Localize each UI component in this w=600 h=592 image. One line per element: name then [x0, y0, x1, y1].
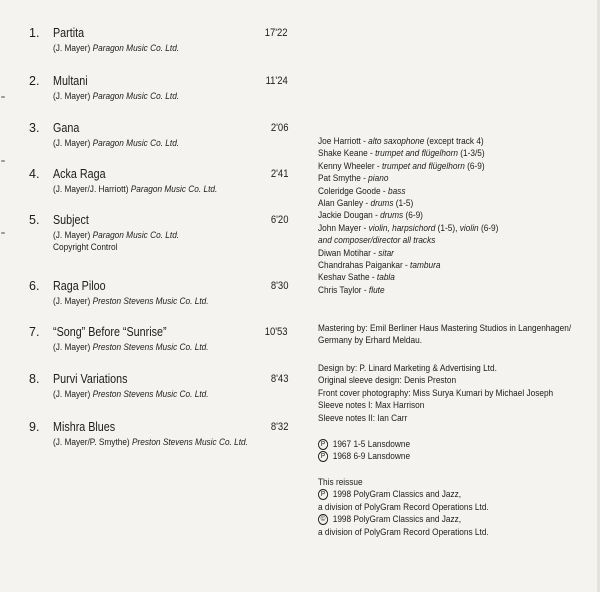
design-credits — [318, 362, 590, 424]
track-title: Subject — [53, 213, 89, 227]
phonogram-text: 1968 6-9 Lansdowne — [332, 451, 411, 462]
reissue-credits — [318, 476, 590, 538]
personnel-line: Alan Ganley - drums (1-5) — [318, 198, 414, 209]
personnel-line: John Mayer - violin, harpsichord (1-5), violin (6-9) — [318, 222, 499, 233]
track-publisher — [53, 91, 179, 101]
reissue-p-line — [318, 488, 568, 500]
mastering-line: Mastering by: Emil Berliner Haus Mastering Studios in Langenhagen/ — [318, 323, 572, 333]
reissue-text: 1998 PolyGram Classics and Jazz, — [332, 514, 462, 525]
publisher-name: Paragon Music Co. Ltd. — [130, 184, 218, 194]
track-number: 2. — [29, 74, 40, 88]
track-number: 9. — [29, 420, 40, 434]
composer-credit: (J. Mayer) — [53, 296, 93, 306]
publisher-name: Preston Stevens Music Co. Ltd. — [92, 389, 209, 399]
personnel-line: Chandrahas Paigankar - tambura — [318, 260, 441, 271]
track-duration: 6'20 — [270, 214, 288, 226]
personnel-line: Shake Keane - trumpet and flügelhorn (1-3/5) — [318, 148, 485, 159]
track-number: 5. — [29, 213, 40, 227]
print-mark — [1, 96, 5, 98]
track-title: Mishra Blues — [53, 420, 116, 434]
copyright-icon: © — [318, 514, 328, 525]
track-publisher — [53, 437, 248, 447]
personnel-line: Chris Taylor - flute — [318, 284, 385, 295]
design-line: Original sleeve design: Denis Preston — [318, 375, 457, 386]
publisher-name: Paragon Music Co. Ltd. — [92, 230, 180, 240]
track-duration: 2'41 — [270, 168, 288, 180]
phonogram-icon: P — [318, 451, 328, 462]
reissue-text: 1998 PolyGram Classics and Jazz, — [332, 489, 462, 500]
publisher-name: Paragon Music Co. Ltd. — [92, 138, 180, 148]
track-publisher — [53, 230, 179, 240]
publisher-name: Paragon Music Co. Ltd. — [92, 43, 180, 53]
track-title: Gana — [53, 121, 80, 135]
publisher-name: Paragon Music Co. Ltd. — [92, 91, 180, 101]
design-line: Front cover photography: Miss Surya Kumari by Michael Joseph — [318, 387, 554, 398]
track-publisher — [53, 138, 179, 148]
composer-credit: (J. Mayer) — [53, 43, 93, 53]
track-duration: 17'22 — [265, 27, 288, 39]
track-title: Multani — [53, 74, 88, 88]
copyright-note: Copyright Control — [53, 242, 118, 252]
phonogram-icon: P — [318, 489, 328, 500]
personnel-line: and composer/director all tracks — [318, 235, 436, 246]
track-title: Acka Raga — [53, 167, 106, 181]
personnel-line: Joe Harriott - alto saxophone (except track 4) — [318, 136, 484, 146]
design-line: Sleeve notes I: Max Harrison — [318, 400, 425, 411]
personnel-line: Kenny Wheeler - trumpet and flügelhorn (6-9) — [318, 160, 485, 171]
phonogram-line — [318, 438, 568, 450]
design-line: Sleeve notes II: Ian Carr — [318, 412, 408, 423]
personnel-line: Coleridge Goode - bass — [318, 185, 406, 196]
publisher-name: Preston Stevens Music Co. Ltd. — [92, 296, 209, 306]
track-number: 6. — [29, 279, 40, 293]
track-number: 4. — [29, 167, 40, 181]
phonogram-icon: P — [318, 439, 328, 450]
composer-credit: (J. Mayer/P. Smythe) — [53, 437, 132, 447]
personnel-line: Jackie Dougan - drums (6-9) — [318, 210, 423, 221]
reissue-text: a division of PolyGram Record Operations Ltd. — [318, 501, 489, 512]
track-number: 8. — [29, 372, 40, 386]
track-duration: 11'24 — [265, 75, 288, 87]
track-publisher — [53, 184, 217, 194]
composer-credit: (J. Mayer) — [53, 342, 93, 352]
composer-credit: (J. Mayer/J. Harriott) — [53, 184, 131, 194]
composer-credit: (J. Mayer) — [53, 91, 93, 101]
track-number: 3. — [29, 121, 40, 135]
personnel-list — [318, 135, 590, 296]
track-publisher — [53, 342, 209, 352]
phonogram-credits — [318, 438, 590, 463]
composer-credit: (J. Mayer) — [53, 138, 93, 148]
composer-credit: (J. Mayer) — [53, 230, 93, 240]
track-title: Partita — [53, 26, 85, 40]
track-publisher — [53, 43, 179, 53]
track-duration: 2'06 — [270, 122, 288, 134]
track-title: “Song” Before “Sunrise” — [53, 325, 167, 339]
track-duration: 8'43 — [270, 373, 288, 385]
publisher-name: Preston Stevens Music Co. Ltd. — [131, 437, 248, 447]
track-number: 7. — [29, 325, 40, 339]
mastering-line: Germany by Erhard Meldau. — [318, 335, 423, 346]
print-mark — [1, 232, 5, 234]
track-number: 1. — [29, 26, 40, 40]
personnel-line: Keshav Sathe - tabla — [318, 272, 395, 283]
publisher-name: Preston Stevens Music Co. Ltd. — [92, 342, 209, 352]
track-duration: 8'30 — [270, 280, 288, 292]
composer-credit: (J. Mayer) — [53, 389, 93, 399]
print-mark — [1, 160, 5, 162]
reissue-c-line — [318, 513, 568, 525]
design-line: Design by: P. Linard Marketing & Advertising Ltd. — [318, 363, 497, 373]
track-duration: 10'53 — [265, 326, 288, 338]
track-title: Purvi Variations — [53, 372, 128, 386]
mastering-credits — [318, 322, 590, 347]
track-publisher — [53, 296, 209, 306]
personnel-line: Diwan Motihar - sitar — [318, 247, 394, 258]
personnel-line: Pat Smythe - piano — [318, 173, 389, 184]
reissue-text: a division of PolyGram Record Operations Ltd. — [318, 526, 489, 537]
phonogram-line — [318, 450, 568, 462]
track-duration: 8'32 — [270, 421, 288, 433]
phonogram-text: 1967 1-5 Lansdowne — [332, 439, 411, 449]
track-title: Raga Piloo — [53, 279, 106, 293]
track-publisher — [53, 389, 209, 399]
reissue-heading: This reissue — [318, 477, 363, 487]
